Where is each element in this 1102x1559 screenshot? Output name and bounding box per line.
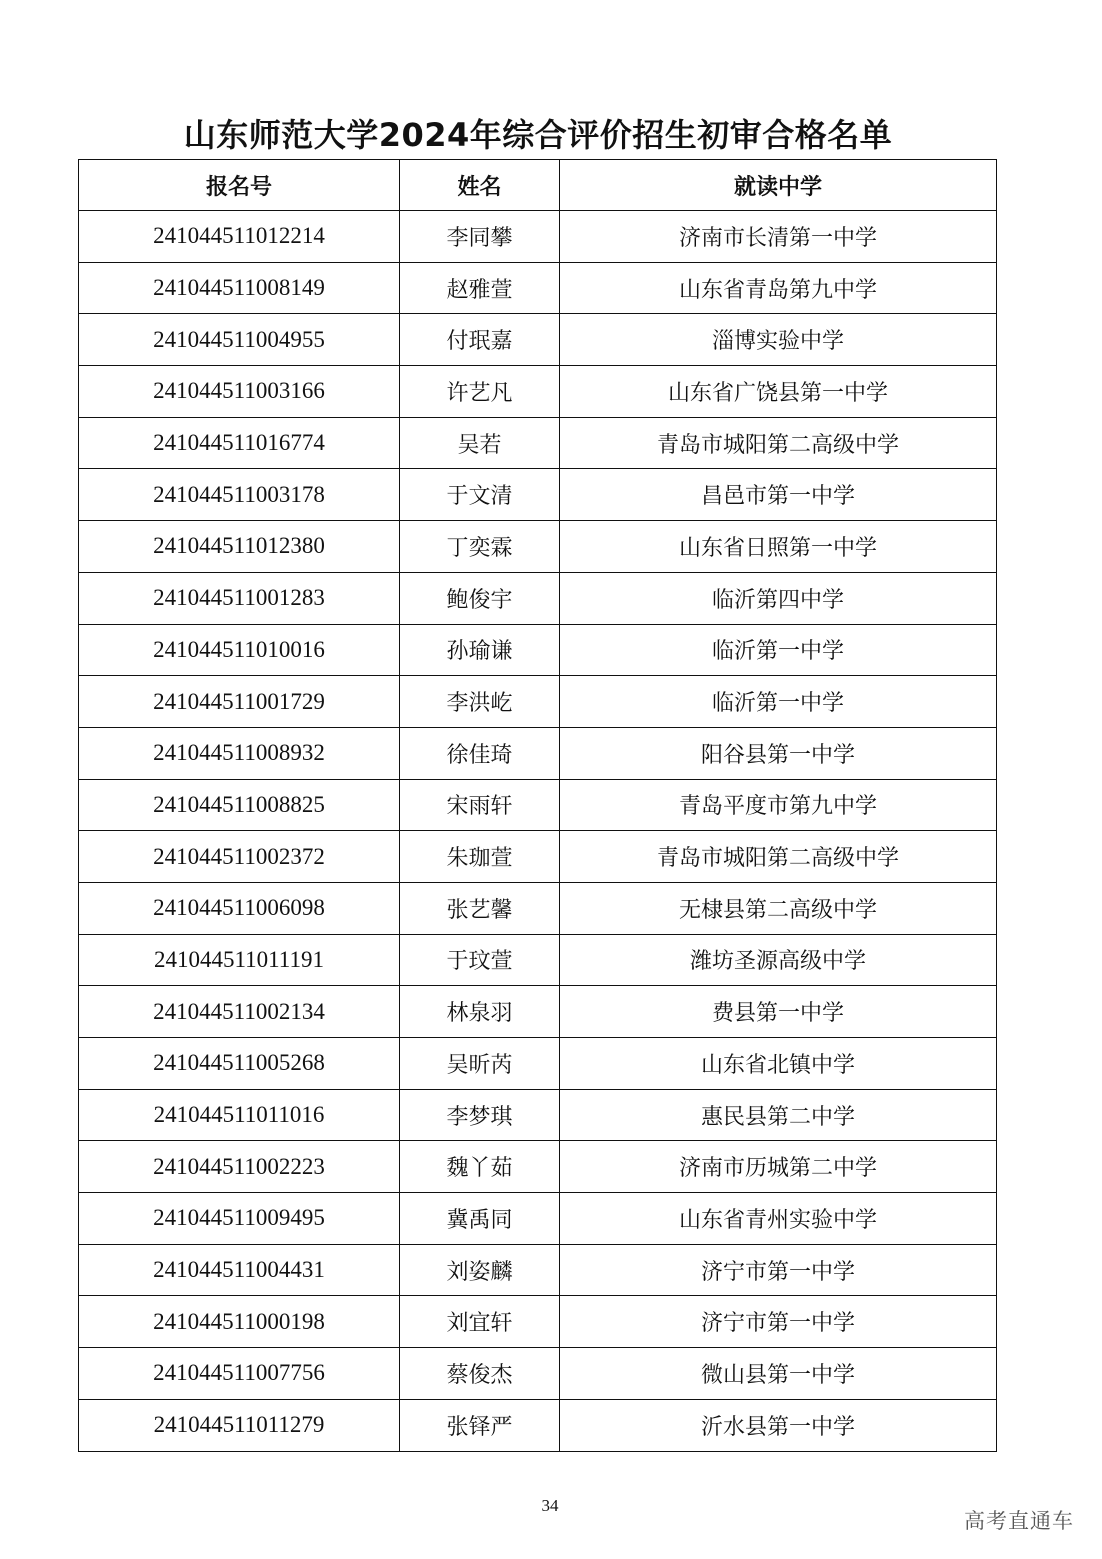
student-name-cell: 李同攀	[400, 211, 560, 263]
school-name-cell: 济宁市第一中学	[560, 1244, 997, 1296]
registration-number-cell: 241044511009495	[79, 1193, 400, 1245]
school-name-cell: 阳谷县第一中学	[560, 727, 997, 779]
school-name-cell: 青岛市城阳第二高级中学	[560, 417, 997, 469]
registration-number-cell: 241044511004431	[79, 1244, 400, 1296]
table-row	[79, 417, 997, 469]
registration-number-cell: 241044511003166	[79, 366, 400, 418]
school-name-cell: 济南市历城第二中学	[560, 1141, 997, 1193]
school-name-cell: 昌邑市第一中学	[560, 469, 997, 521]
school-name-cell: 临沂第四中学	[560, 572, 997, 624]
table-row	[79, 1348, 997, 1400]
student-name-cell: 丁奕霖	[400, 521, 560, 573]
table-row	[79, 521, 997, 573]
table-row	[79, 572, 997, 624]
student-name-cell: 李洪屹	[400, 676, 560, 728]
registration-number-cell: 241044511002223	[79, 1141, 400, 1193]
school-name-cell: 山东省日照第一中学	[560, 521, 997, 573]
document-title: 山东师范大学2024年综合评价招生初审合格名单	[183, 116, 893, 154]
student-name-cell: 吴若	[400, 417, 560, 469]
student-name-cell: 林泉羽	[400, 986, 560, 1038]
registration-number-cell: 241044511008932	[79, 727, 400, 779]
table-row	[79, 1399, 997, 1451]
school-name-cell: 潍坊圣源高级中学	[560, 934, 997, 986]
school-name-cell: 临沂第一中学	[560, 676, 997, 728]
registration-number-cell: 241044511011279	[79, 1399, 400, 1451]
student-name-cell: 宋雨轩	[400, 779, 560, 831]
school-name-cell: 山东省青岛第九中学	[560, 262, 997, 314]
student-name-cell: 刘姿麟	[400, 1244, 560, 1296]
registration-number-cell: 241044511008149	[79, 262, 400, 314]
school-name-cell: 淄博实验中学	[560, 314, 997, 366]
school-name-cell: 济南市长清第一中学	[560, 211, 997, 263]
student-name-cell: 冀禹同	[400, 1193, 560, 1245]
student-name-cell: 张艺馨	[400, 882, 560, 934]
school-name-cell: 山东省广饶县第一中学	[560, 366, 997, 418]
table-row	[79, 986, 997, 1038]
school-name-cell: 无棣县第二高级中学	[560, 882, 997, 934]
table-row	[79, 211, 997, 263]
registration-number-cell: 241044511001729	[79, 676, 400, 728]
registration-number-cell: 241044511011016	[79, 1089, 400, 1141]
student-name-cell: 赵雅萱	[400, 262, 560, 314]
table-row	[79, 1038, 997, 1090]
student-name-cell: 于玟萱	[400, 934, 560, 986]
student-name-cell: 刘宜轩	[400, 1296, 560, 1348]
student-name-cell: 鲍俊宇	[400, 572, 560, 624]
registration-number-cell: 241044511004955	[79, 314, 400, 366]
student-name-cell: 于文清	[400, 469, 560, 521]
registration-number-cell: 241044511012380	[79, 521, 400, 573]
table-row	[79, 779, 997, 831]
registration-number-cell: 241044511002372	[79, 831, 400, 883]
student-name-cell: 张铎严	[400, 1399, 560, 1451]
table-row	[79, 1193, 997, 1245]
table-row	[79, 366, 997, 418]
registration-number-cell: 241044511012214	[79, 211, 400, 263]
table-row	[79, 1244, 997, 1296]
school-name-cell: 费县第一中学	[560, 986, 997, 1038]
registration-number-cell: 241044511011191	[79, 934, 400, 986]
school-name-cell: 微山县第一中学	[560, 1348, 997, 1400]
school-name-cell: 临沂第一中学	[560, 624, 997, 676]
watermark: 高考直通车	[964, 1509, 1074, 1533]
table-row	[79, 1089, 997, 1141]
school-name-cell: 沂水县第一中学	[560, 1399, 997, 1451]
table-row	[79, 934, 997, 986]
table-row	[79, 882, 997, 934]
table-header-row	[79, 160, 997, 211]
registration-number-cell: 241044511007756	[79, 1348, 400, 1400]
student-name-cell: 付珉嘉	[400, 314, 560, 366]
registration-number-cell: 241044511006098	[79, 882, 400, 934]
registration-number-cell: 241044511008825	[79, 779, 400, 831]
table-body	[79, 211, 997, 1452]
column-header-school: 就读中学	[560, 160, 997, 211]
column-header-registration-number: 报名号	[79, 160, 400, 211]
registration-number-cell: 241044511005268	[79, 1038, 400, 1090]
school-name-cell: 惠民县第二中学	[560, 1089, 997, 1141]
table-row	[79, 831, 997, 883]
table-row	[79, 314, 997, 366]
student-name-cell: 蔡俊杰	[400, 1348, 560, 1400]
student-name-cell: 许艺凡	[400, 366, 560, 418]
table-row	[79, 1296, 997, 1348]
admission-list-table	[78, 159, 997, 1452]
school-name-cell: 山东省青州实验中学	[560, 1193, 997, 1245]
student-name-cell: 孙瑜谦	[400, 624, 560, 676]
student-name-cell: 李梦琪	[400, 1089, 560, 1141]
table-row	[79, 262, 997, 314]
student-name-cell: 徐佳琦	[400, 727, 560, 779]
student-name-cell: 吴昕芮	[400, 1038, 560, 1090]
school-name-cell: 山东省北镇中学	[560, 1038, 997, 1090]
student-name-cell: 朱珈萱	[400, 831, 560, 883]
registration-number-cell: 241044511016774	[79, 417, 400, 469]
column-header-name: 姓名	[400, 160, 560, 211]
registration-number-cell: 241044511001283	[79, 572, 400, 624]
table-row	[79, 469, 997, 521]
table-row	[79, 1141, 997, 1193]
table-row	[79, 624, 997, 676]
page-number: 34	[541, 1496, 559, 1515]
table-row	[79, 727, 997, 779]
school-name-cell: 济宁市第一中学	[560, 1296, 997, 1348]
registration-number-cell: 241044511010016	[79, 624, 400, 676]
school-name-cell: 青岛市城阳第二高级中学	[560, 831, 997, 883]
student-name-cell: 魏丫茹	[400, 1141, 560, 1193]
registration-number-cell: 241044511000198	[79, 1296, 400, 1348]
registration-number-cell: 241044511002134	[79, 986, 400, 1038]
registration-number-cell: 241044511003178	[79, 469, 400, 521]
table-row	[79, 676, 997, 728]
school-name-cell: 青岛平度市第九中学	[560, 779, 997, 831]
